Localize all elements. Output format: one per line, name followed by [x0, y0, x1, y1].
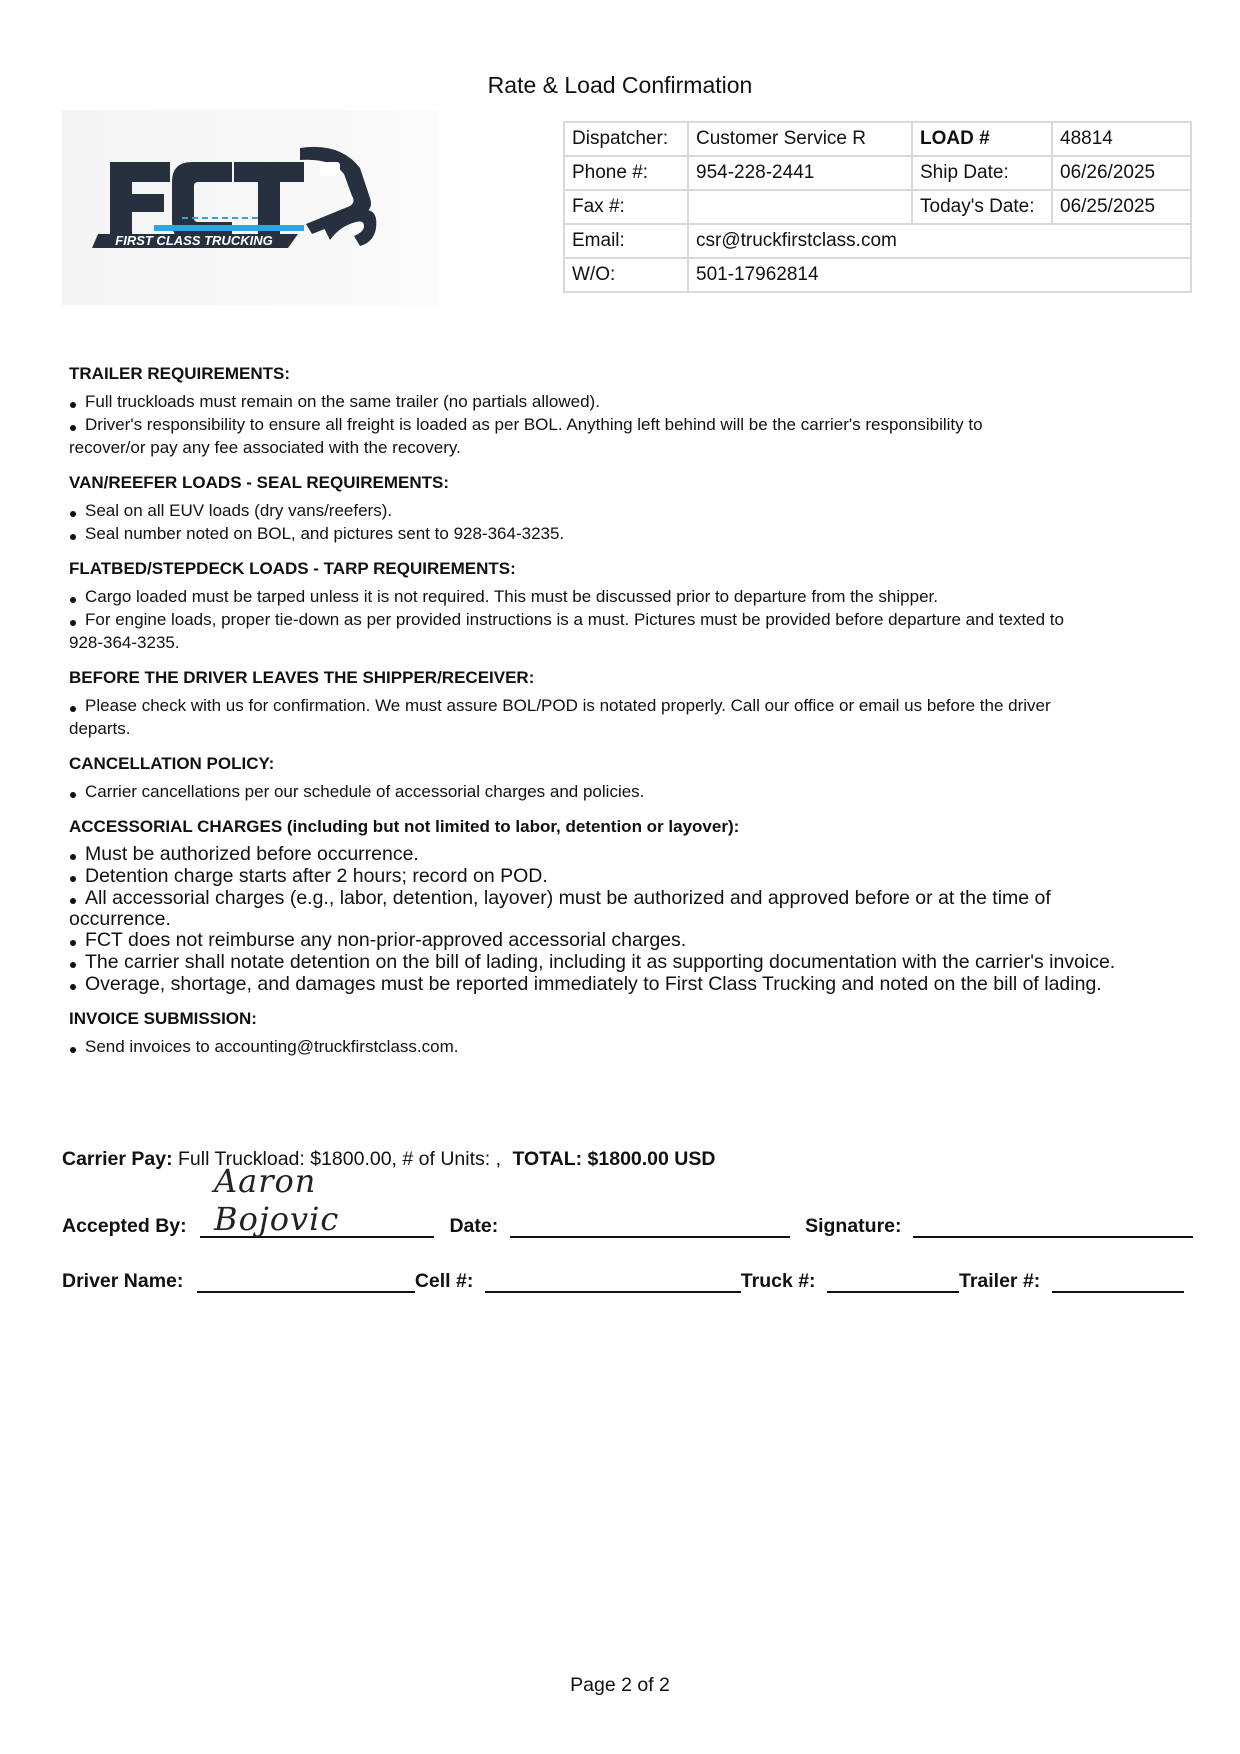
accepted-by-label: Accepted By: [62, 1215, 187, 1237]
acceptance-row [62, 1162, 1193, 1238]
trailer-label: Trailer #: [958, 1270, 1041, 1292]
section-heading: FLATBED/STEPDECK LOADS - TARP REQUIREMENTS: [69, 559, 516, 578]
page-number: Page 2 of 2 [570, 1674, 670, 1696]
carrier-pay-total: TOTAL: $1800.00 USD [512, 1148, 716, 1170]
list-item: Full truckloads must remain on the same trailer (no partials allowed). [69, 390, 1179, 413]
todays-date-value: 06/25/2025 [1052, 190, 1191, 224]
trailer-field[interactable] [1052, 1269, 1184, 1293]
list-item: All accessorial charges (e.g., labor, detention, layover) must be authorized and approved before or at the time of [69, 887, 1179, 909]
carrier-pay-label: Carrier Pay: [62, 1148, 173, 1170]
logo-subtext: FIRST CLASS TRUCKING [115, 233, 273, 248]
fax-value [688, 190, 912, 224]
work-order-value: 501-17962814 [688, 258, 1191, 292]
signature-label: Signature: [805, 1215, 902, 1237]
fct-logo [62, 110, 438, 305]
list-item-continuation: recover/or pay any fee associated with the recovery. [69, 438, 461, 457]
truck-field[interactable] [827, 1269, 959, 1293]
driver-name-label: Driver Name: [62, 1270, 184, 1292]
accepted-by-field[interactable] [200, 1162, 434, 1238]
list-item: Carrier cancellations per our schedule of accessorial charges and policies. [69, 780, 1179, 803]
date-field[interactable] [510, 1214, 790, 1238]
dispatcher-value: Customer Service R [688, 122, 912, 156]
load-number-label: LOAD # [912, 122, 1052, 156]
list-item: Must be authorized before occurrence. [69, 843, 1179, 865]
todays-date-label: Today's Date: [912, 190, 1052, 224]
load-number-value: 48814 [1052, 122, 1191, 156]
list-item-continuation: occurrence. [69, 908, 171, 930]
signature-field[interactable] [913, 1214, 1193, 1238]
list-item: FCT does not reimburse any non-prior-approved accessorial charges. [69, 929, 1179, 951]
load-info-table [563, 121, 1192, 293]
list-item: For engine loads, proper tie-down as per provided instructions is a must. Pictures must be provided before departure and texted to [69, 608, 1179, 631]
list-item: The carrier shall notate detention on the bill of lading, including it as supporting documentation with the carrier's invoice. [69, 951, 1179, 973]
date-label: Date: [449, 1215, 499, 1237]
fax-label: Fax #: [564, 190, 688, 224]
phone-value: 954-228-2441 [688, 156, 912, 190]
cell-field[interactable] [485, 1269, 741, 1293]
section-heading: VAN/REEFER LOADS - SEAL REQUIREMENTS: [69, 473, 450, 492]
list-item: Cargo loaded must be tarped unless it is not required. This must be discussed prior to departure from the shipper. [69, 585, 1179, 608]
list-item: Please check with us for confirmation. We must assure BOL/POD is notated properly. Call our office or email us before the driver [69, 694, 1179, 717]
document-title: Rate & Load Confirmation [487, 72, 753, 98]
ship-date-value: 06/26/2025 [1052, 156, 1191, 190]
driver-name-field[interactable] [197, 1269, 415, 1293]
phone-label: Phone #: [564, 156, 688, 190]
email-label: Email: [564, 224, 688, 258]
ship-date-label: Ship Date: [912, 156, 1052, 190]
section-heading: ACCESSORIAL CHARGES (including but not limited to labor, detention or layover): [69, 817, 740, 836]
list-item: Send invoices to accounting@truckfirstclass.com. [69, 1035, 1179, 1058]
carrier-pay-detail: Full Truckload: $1800.00, # of Units: , [178, 1148, 502, 1170]
requirements-sections [69, 362, 1179, 1058]
section-heading: CANCELLATION POLICY: [69, 754, 275, 773]
cell-label: Cell #: [414, 1270, 474, 1292]
list-item: Detention charge starts after 2 hours; record on POD. [69, 865, 1179, 887]
email-value: csr@truckfirstclass.com [688, 224, 1191, 258]
list-item: Driver's responsibility to ensure all freight is loaded as per BOL. Anything left behind will be the carrier's responsibility to [69, 413, 1179, 436]
list-item-continuation: departs. [69, 719, 131, 738]
handwritten-signature: Aaron Bojovic [214, 1162, 340, 1238]
section-heading: INVOICE SUBMISSION: [69, 1009, 257, 1028]
work-order-label: W/O: [564, 258, 688, 292]
truck-label: Truck #: [740, 1270, 816, 1292]
section-heading: TRAILER REQUIREMENTS: [69, 364, 290, 383]
list-item: Seal number noted on BOL, and pictures sent to 928-364-3235. [69, 522, 1179, 545]
driver-row [62, 1269, 1184, 1293]
list-item-continuation: 928-364-3235. [69, 633, 180, 652]
list-item: Overage, shortage, and damages must be reported immediately to First Class Trucking and noted on the bill of lading. [69, 973, 1179, 995]
list-item: Seal on all EUV loads (dry vans/reefers). [69, 499, 1179, 522]
dispatcher-label: Dispatcher: [564, 122, 688, 156]
section-heading: BEFORE THE DRIVER LEAVES THE SHIPPER/RECEIVER: [69, 668, 535, 687]
